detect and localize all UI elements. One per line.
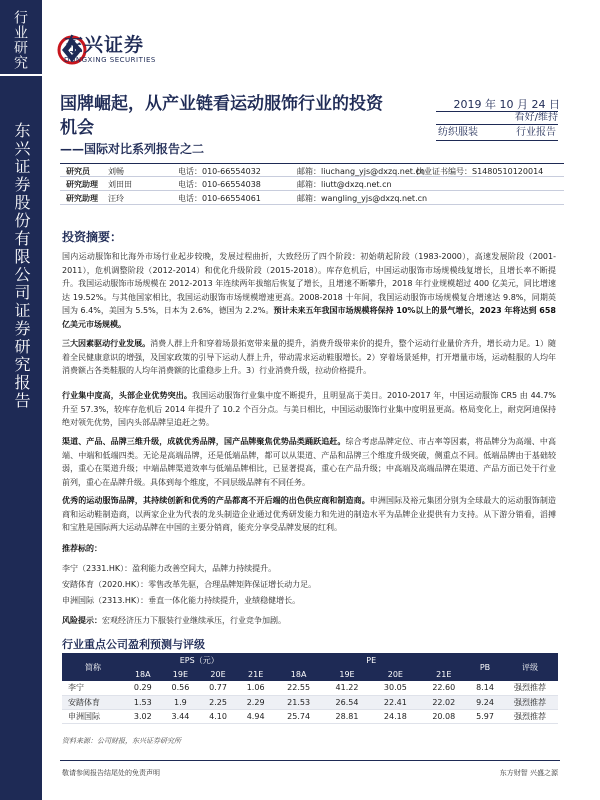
pe-cell: 30.05 <box>371 681 419 695</box>
analyst-certificate: 执业证书编号：S1480510120014 <box>416 167 544 176</box>
analyst-name: 刘畅 <box>108 167 124 176</box>
company-name: 安踏体育 <box>62 695 124 709</box>
company-name: 李宁 <box>62 681 124 695</box>
abstract-heading: 投资摘要： <box>62 230 123 244</box>
analyst-row <box>60 191 564 205</box>
eps-cell: 2.25 <box>199 695 237 709</box>
sidebar-company-name: 东兴证券股份有限公司证券研究报告 <box>12 122 31 410</box>
year-header: 20E <box>371 667 419 681</box>
pe-cell: 22.60 <box>420 681 468 695</box>
abstract-paragraph-5 <box>62 494 556 535</box>
col-header-pb: PB <box>468 653 502 681</box>
paragraph-text: 消费人群上升和穿着场景拓宽带来量的提升，消费升级带来价的提升，整个运动行业量价齐升，增长动力足。1）随着全民健康意识的增强，及国家政策的引导下运动人群上升，带动需求运动鞋服增长。2）穿着场景延伸，打开增量市场，运动鞋服的人均年消费额占各类鞋服的人均年消费额的比重稳步上升。3）行业消费升级，拉动价格提升。 <box>62 339 556 376</box>
tag-row <box>436 126 558 141</box>
recommend-item: 李宁（2331.HK）：盈利能力改善空间大，品牌力持续提升。 <box>62 564 277 573</box>
left-sidebar <box>0 0 42 800</box>
rating-badge <box>436 111 558 125</box>
earnings-forecast-table <box>62 653 558 724</box>
eps-cell: 0.56 <box>162 681 200 695</box>
col-header-pe: PE <box>274 653 468 667</box>
report-date: 2019 年 10 月 24 日 <box>453 98 560 111</box>
paragraph-text: 我国运动服饰行业集中度不断提升，且明显高于美日。2010-2017 年，中国运动服饰 CR5 由 44.7%升至 57.3%，较库存危机后 2014 年提升了 10.2 个百分点。与美日相比，中国运动服饰行业集中度明显更高。格局变化上，耐克阿迪保持绝对领先优势，国内头部品牌呈追赶之势。 <box>62 391 556 428</box>
risk-line <box>62 614 556 628</box>
col-header-name: 简称 <box>62 653 124 681</box>
year-header: 21E <box>237 667 275 681</box>
pe-cell: 22.55 <box>274 681 322 695</box>
analyst-role: 研究助理 <box>66 194 98 203</box>
paragraph-text: 综合考虑品牌定位、市占率等因素，将品牌分为高端、中高端、中端和低端四类。无论是高端品牌，还是低端品牌，都可以从渠道、产品和品牌三个维度升级突破，侧重点不同。低端品牌由于基础较弱，重心在渠道升级；中端品牌渠道效率与低端品牌相比，已显著提高，重心在产品升级；中高端及高端品牌在渠道、产品方面已处于行业前列，重心在品牌升级。具体到每个维度，不同层级品牌有不同任务。 <box>62 437 556 487</box>
table-row <box>62 681 558 695</box>
analyst-role: 研究助理 <box>66 180 98 189</box>
year-header: 18A <box>274 667 322 681</box>
col-header-eps: EPS（元） <box>124 653 274 667</box>
analyst-email[interactable]: 邮箱：liutt@dxzq.net.cn <box>297 180 392 189</box>
paragraph-lead: 渠道、产品、品牌三维升级，成就优秀品牌，国产品牌聚焦优势品类踊跃追赶。 <box>62 437 346 446</box>
pe-cell: 24.18 <box>371 709 419 723</box>
pe-cell: 28.81 <box>323 709 371 723</box>
eps-cell: 1.53 <box>124 695 162 709</box>
paragraph-lead: 行业集中度高，头部企业优势突出。 <box>62 391 192 400</box>
tag-report-type: 行业报告 <box>516 127 556 138</box>
recommend-item: 安踏体育（2020.HK）：零售改革先驱，合理品牌矩阵保证增长动力足。 <box>62 580 317 589</box>
analyst-phone: 电话：010-66554061 <box>178 194 261 203</box>
analyst-phone: 电话：010-66554038 <box>178 180 261 189</box>
pe-cell: 26.54 <box>323 695 371 709</box>
rating-text: 看好/维持 <box>514 112 558 123</box>
analyst-email[interactable]: 邮箱：wangling_yjs@dxzq.net.cn <box>297 194 428 203</box>
recommend-item: 申洲国际（2313.HK）：垂直一体化能力持续提升，业绩稳健增长。 <box>62 596 301 605</box>
eps-cell: 1.9 <box>162 695 200 709</box>
year-header: 18A <box>124 667 162 681</box>
risk-title: 风险提示： <box>62 616 102 625</box>
logo-name: 东兴证券 <box>64 34 145 56</box>
eps-cell: 0.29 <box>124 681 162 695</box>
eps-cell: 1.06 <box>237 681 275 695</box>
year-header: 19E <box>323 667 371 681</box>
eps-cell: 0.77 <box>199 681 237 695</box>
abstract-paragraph-4 <box>62 435 556 489</box>
eps-cell: 3.02 <box>124 709 162 723</box>
pb-cell: 8.14 <box>468 681 502 695</box>
paragraph-text: 国内运动服饰和比海外市场行业起步较晚，发展过程曲折，大致经历了四个阶段：初始萌起阶段（1983-2000），高速发展阶段（2001-2011），危机调整阶段（2012-2014）和优化升级阶段（2015-2018）。库存危机后，中国运动服饰市场规模线复增长，且增长率不断提升。我国运动服饰市场规模在 2012-2013 年连续两年拔缩后恢复了增长，且增速不断攀升，2018 年行业规模超过 400 亿美元，同比增速达 19.52%。与其他国家相比，我国运动服饰市场规模增速更高。2008-2018 十年间，我国运动服饰市场规模复合增速达 9.8%，同期英国为 6.4%，美国为 5.5%，日本为 2.6%，德国为 2.2%。 <box>62 252 556 316</box>
footer-disclaimer: 敬请参阅报告结尾处的免责声明 <box>62 769 160 777</box>
sidebar-category: 行业研究 <box>12 10 28 70</box>
recommend-title: 推荐标的： <box>62 544 102 553</box>
table-row <box>62 695 558 709</box>
table-header-row <box>62 653 558 667</box>
eps-cell: 4.94 <box>237 709 275 723</box>
paragraph-lead: 三大因素驱动行业发展。 <box>62 339 151 348</box>
analyst-name: 刘田田 <box>108 180 132 189</box>
table-row <box>62 709 558 723</box>
footer-slogan: 东方财智 兴盛之源 <box>499 769 558 777</box>
rating-cell: 强烈推荐 <box>502 681 558 695</box>
recommend-heading <box>62 542 556 556</box>
analyst-email[interactable]: 邮箱：liuchang_yjs@dxzq.net.cn <box>297 167 425 176</box>
risk-text: 宏观经济压力下服装行业继续承压，行业竞争加剧。 <box>102 616 286 625</box>
abstract-paragraph-3 <box>62 389 556 430</box>
analyst-row <box>60 163 564 177</box>
pe-cell: 21.53 <box>274 695 322 709</box>
table-source: 资料来源：公司财报，东兴证券研究所 <box>62 737 181 745</box>
abstract-paragraph-2 <box>62 337 556 378</box>
analyst-role: 研究员 <box>66 167 90 176</box>
analyst-name: 汪玲 <box>108 194 124 203</box>
eps-cell: 2.29 <box>237 695 275 709</box>
abstract-paragraph-1 <box>62 250 556 332</box>
pb-cell: 9.24 <box>468 695 502 709</box>
col-header-rating: 评级 <box>502 653 558 681</box>
paragraph-emphasis: 预计未来五年我国市场规模将保持 10%以上的景气增长，2023 年将达到 658 亿美元市场规模。 <box>62 306 557 329</box>
analyst-row <box>60 177 564 191</box>
report-subtitle: ——国际对比系列报告之二 <box>60 142 205 156</box>
pe-cell: 41.22 <box>323 681 371 695</box>
company-name: 申洲国际 <box>62 709 124 723</box>
year-header: 20E <box>199 667 237 681</box>
analyst-phone: 电话：010-66554032 <box>178 167 261 176</box>
paragraph-text: 申洲国际及裕元集团分别为全球最大的运动服饰制造商和运动鞋制造商，以两家企业为代表的龙头制造企业通过优秀研发能力和先进的制造水平为品牌企业提供有力支持。从下游分销看，滔搏和宝胜是国际两大运动品牌在中国的主要分销商，能充分享受品牌发展的红利。 <box>62 496 556 533</box>
analyst-table <box>60 163 564 205</box>
pe-cell: 25.74 <box>274 709 322 723</box>
logo-name-english: DONGXING SECURITIES <box>64 56 156 64</box>
tag-industry: 纺织服装 <box>438 127 478 138</box>
year-header: 19E <box>162 667 200 681</box>
pb-cell: 5.97 <box>468 709 502 723</box>
pe-cell: 22.41 <box>371 695 419 709</box>
pe-cell: 20.08 <box>420 709 468 723</box>
report-title: 国牌崛起，从产业链看运动服饰行业的投资机会 <box>60 94 383 138</box>
paragraph-lead: 优秀的运动服饰品牌，其持续创新和优秀的产品都离不开后端的出色供应商和制造商。 <box>62 496 370 505</box>
footer-divider <box>60 760 560 761</box>
pe-cell: 22.02 <box>420 695 468 709</box>
sidebar-category-block <box>0 0 42 76</box>
table-title: 行业重点公司盈利预测与评级 <box>62 638 205 651</box>
eps-cell: 4.10 <box>199 709 237 723</box>
year-header: 21E <box>420 667 468 681</box>
rating-cell: 强烈推荐 <box>502 695 558 709</box>
eps-cell: 3.44 <box>162 709 200 723</box>
rating-cell: 强烈推荐 <box>502 709 558 723</box>
